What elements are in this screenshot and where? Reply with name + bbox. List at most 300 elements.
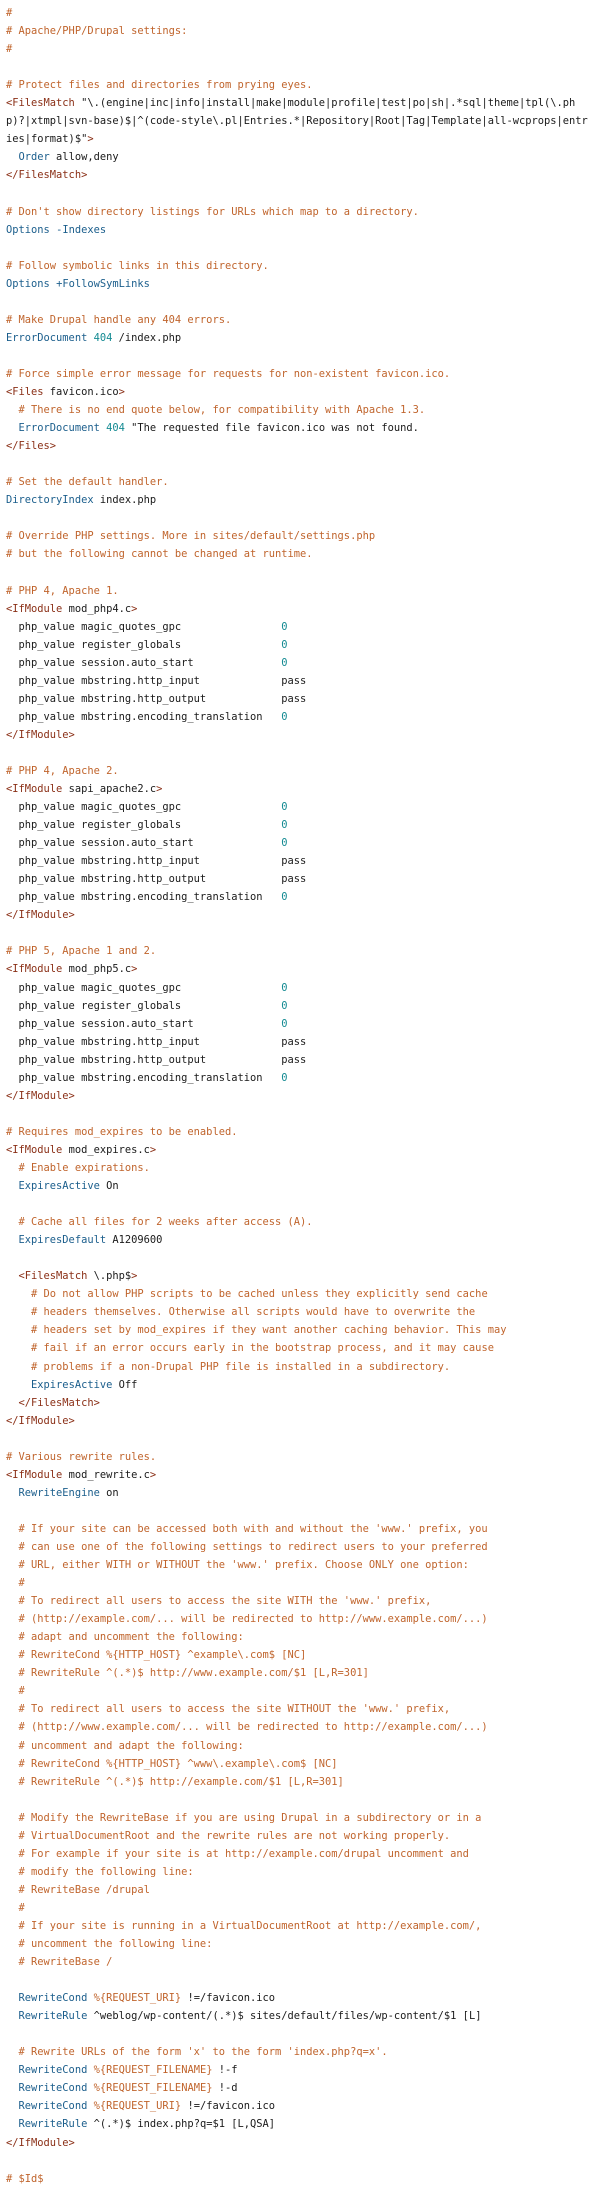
code-token: <FilesMatch bbox=[18, 1270, 88, 1283]
code-token: # uncomment the following line: bbox=[18, 1938, 213, 1951]
code-line bbox=[6, 2079, 594, 2097]
code-token: # $Id$ bbox=[6, 2172, 44, 2185]
code-line bbox=[6, 726, 594, 744]
code-token bbox=[6, 1938, 19, 1950]
code-line bbox=[6, 1538, 594, 1556]
code-line bbox=[6, 636, 594, 654]
code-token: 0 bbox=[281, 801, 288, 814]
code-line bbox=[6, 1412, 594, 1430]
code-token: %{REQUEST_FILENAME} bbox=[93, 2064, 213, 2077]
code-line bbox=[6, 1845, 594, 1863]
code-line bbox=[6, 2007, 594, 2025]
code-token bbox=[6, 1234, 19, 1246]
code-token: <IfModule bbox=[6, 783, 63, 796]
code-line bbox=[6, 563, 594, 581]
code-line bbox=[6, 834, 594, 852]
code-token bbox=[6, 1523, 19, 1535]
code-token bbox=[6, 1613, 19, 1625]
code-token: # bbox=[18, 1685, 25, 1698]
code-token: !=/favicon.ico bbox=[181, 1992, 276, 2005]
code-token: php_value magic_quotes_gpc bbox=[6, 981, 282, 994]
code-line bbox=[6, 527, 594, 545]
code-token bbox=[6, 1541, 19, 1553]
code-line bbox=[6, 1737, 594, 1755]
code-token bbox=[6, 2118, 19, 2130]
code-token: php_value mbstring.http_output pass bbox=[6, 873, 307, 886]
code-token: Options bbox=[6, 223, 50, 236]
code-line bbox=[6, 1592, 594, 1610]
code-token bbox=[6, 1721, 19, 1733]
code-token bbox=[6, 1667, 19, 1679]
code-token: ExpiresActive bbox=[18, 1180, 100, 1193]
code-line bbox=[6, 1755, 594, 1773]
code-line bbox=[6, 239, 594, 257]
code-line bbox=[6, 1484, 594, 1502]
code-line bbox=[6, 1773, 594, 1791]
code-line bbox=[6, 4, 594, 22]
code-token: # To redirect all users to access the site WITHOUT the 'www.' prefix, bbox=[18, 1703, 451, 1716]
code-line bbox=[6, 1141, 594, 1159]
code-token: Order bbox=[18, 151, 50, 164]
code-token: !-f bbox=[212, 2064, 238, 2077]
code-token bbox=[6, 1559, 19, 1571]
code-token: "The requested file favicon.ico was not found. bbox=[124, 422, 419, 435]
code-token: # Make Drupal handle any 404 errors. bbox=[6, 313, 232, 326]
code-token: > bbox=[149, 1143, 157, 1156]
code-line bbox=[6, 1267, 594, 1285]
code-token: Options bbox=[6, 277, 50, 290]
code-token bbox=[6, 1956, 19, 1968]
code-line bbox=[6, 40, 594, 58]
code-line bbox=[6, 257, 594, 275]
code-token: php_value register_globals bbox=[6, 999, 282, 1012]
code-token: > bbox=[118, 385, 125, 398]
code-line bbox=[6, 311, 594, 329]
code-token: # bbox=[18, 1577, 25, 1590]
code-token: php_value mbstring.http_input pass bbox=[6, 855, 307, 868]
code-token: # Do not allow PHP scripts to be cached unless they explicitly send cache bbox=[31, 1288, 488, 1301]
code-token: RewriteEngine bbox=[18, 1486, 100, 1499]
code-token bbox=[6, 1703, 19, 1715]
code-token: php_value mbstring.encoding_translation bbox=[6, 710, 282, 723]
code-token: <FilesMatch bbox=[6, 97, 75, 110]
code-line bbox=[6, 509, 594, 527]
code-token: # Various rewrite rules. bbox=[6, 1450, 157, 1463]
code-token: </IfModule> bbox=[6, 728, 75, 741]
code-token: 0 bbox=[281, 620, 288, 633]
code-token: index.php bbox=[93, 494, 157, 507]
code-token: mod_php5.c bbox=[62, 963, 132, 976]
code-line bbox=[6, 1863, 594, 1881]
code-line bbox=[6, 1448, 594, 1466]
code-token: 0 bbox=[281, 1017, 288, 1030]
code-token: php_value magic_quotes_gpc bbox=[6, 801, 282, 814]
code-line bbox=[6, 780, 594, 798]
code-token: 0 bbox=[281, 638, 288, 651]
code-token bbox=[6, 1180, 19, 1192]
code-token: # Force simple error message for requests for non-existent favicon.ico. bbox=[6, 367, 451, 380]
code-token bbox=[6, 1361, 31, 1373]
code-token: # problems if a non-Drupal PHP file is installed in a subdirectory. bbox=[31, 1360, 451, 1373]
code-token: -Indexes bbox=[56, 223, 107, 236]
code-line bbox=[6, 1664, 594, 1682]
code-line bbox=[6, 888, 594, 906]
code-line bbox=[6, 1213, 594, 1231]
code-token: /index.php bbox=[112, 331, 182, 344]
code-token: <Files bbox=[6, 385, 44, 398]
code-token: </FilesMatch> bbox=[18, 1396, 100, 1409]
code-token: php_value magic_quotes_gpc bbox=[6, 620, 282, 633]
code-token: RewriteRule bbox=[18, 2010, 88, 2023]
code-token: # Cache all files for 2 weeks after access (A). bbox=[18, 1216, 313, 1229]
code-line bbox=[6, 347, 594, 365]
code-token: </Files> bbox=[6, 440, 57, 453]
code-line bbox=[6, 798, 594, 816]
code-token bbox=[6, 2064, 19, 2076]
code-line bbox=[6, 1989, 594, 2007]
code-token: php_value mbstring.http_output pass bbox=[6, 1053, 307, 1066]
code-line bbox=[6, 1556, 594, 1574]
code-token: allow,deny bbox=[49, 151, 119, 164]
code-token bbox=[6, 1216, 19, 1228]
code-line bbox=[6, 545, 594, 563]
code-token bbox=[6, 1776, 19, 1788]
code-line bbox=[6, 1195, 594, 1213]
code-token: <IfModule bbox=[6, 602, 63, 615]
code-line bbox=[6, 2134, 594, 2152]
code-line bbox=[6, 491, 594, 509]
code-token: \.php$ bbox=[87, 1270, 132, 1283]
code-token bbox=[6, 2100, 19, 2112]
code-token: favicon.ico bbox=[43, 385, 119, 398]
code-token: ^(.*)$ index.php?q=$1 [L,QSA] bbox=[87, 2118, 276, 2131]
code-token: # bbox=[18, 1901, 25, 1914]
code-line bbox=[6, 1899, 594, 1917]
code-line bbox=[6, 762, 594, 780]
code-token: 0 bbox=[281, 819, 288, 832]
code-token bbox=[6, 1685, 19, 1697]
code-token bbox=[6, 1758, 19, 1770]
code-token: ExpiresDefault bbox=[18, 1234, 107, 1247]
code-line bbox=[6, 1159, 594, 1177]
code-line bbox=[6, 275, 594, 293]
code-token bbox=[6, 2046, 19, 2058]
code-token: php_value mbstring.encoding_translation bbox=[6, 1071, 282, 1084]
code-line bbox=[6, 960, 594, 978]
code-line bbox=[6, 329, 594, 347]
code-token: # PHP 5, Apache 1 and 2. bbox=[6, 945, 157, 958]
code-token: +FollowSymLinks bbox=[56, 277, 150, 290]
code-token: # Follow symbolic links in this directory. bbox=[6, 259, 269, 272]
code-token bbox=[6, 1577, 19, 1589]
code-line bbox=[6, 1177, 594, 1195]
code-token: RewriteCond bbox=[18, 2064, 88, 2077]
code-line bbox=[6, 1321, 594, 1339]
code-token: > bbox=[131, 1270, 138, 1283]
code-token: > bbox=[156, 783, 163, 796]
code-token: > bbox=[87, 133, 94, 146]
code-line bbox=[6, 1520, 594, 1538]
code-line bbox=[6, 1574, 594, 1592]
code-line bbox=[6, 1809, 594, 1827]
code-line bbox=[6, 1303, 594, 1321]
code-line bbox=[6, 1881, 594, 1899]
code-token bbox=[6, 1379, 31, 1391]
code-token: A1209600 bbox=[106, 1234, 163, 1247]
code-line bbox=[6, 293, 594, 311]
code-token bbox=[6, 1884, 19, 1896]
code-token: Off bbox=[112, 1378, 138, 1391]
code-token: # bbox=[6, 43, 13, 56]
code-line bbox=[6, 1971, 594, 1989]
code-line bbox=[6, 2061, 594, 2079]
code-line bbox=[6, 2025, 594, 2043]
code-token bbox=[6, 422, 19, 434]
code-token: # Don't show directory listings for URLs which map to a directory. bbox=[6, 205, 419, 218]
code-token bbox=[6, 1812, 19, 1824]
code-token: # Override PHP settings. More in sites/default/settings.php bbox=[6, 530, 376, 543]
code-token: 0 bbox=[281, 837, 288, 850]
code-line bbox=[6, 76, 594, 94]
code-token bbox=[6, 1270, 19, 1282]
code-line bbox=[6, 2097, 594, 2115]
code-token: php_value session.auto_start bbox=[6, 837, 282, 850]
code-token: # PHP 4, Apache 2. bbox=[6, 764, 119, 777]
code-token: # There is no end quote below, for compatibility with Apache 1.3. bbox=[18, 404, 426, 417]
code-line bbox=[6, 1285, 594, 1303]
code-token: php_value mbstring.http_output pass bbox=[6, 692, 307, 705]
code-token bbox=[6, 2082, 19, 2094]
code-token: # For example if your site is at http://example.com/drupal uncomment and bbox=[18, 1847, 469, 1860]
code-token: # URL, either WITH or WITHOUT the 'www.' prefix. Choose ONLY one option: bbox=[18, 1559, 469, 1572]
code-line bbox=[6, 1466, 594, 1484]
code-line bbox=[6, 473, 594, 491]
code-line bbox=[6, 924, 594, 942]
code-line bbox=[6, 744, 594, 762]
code-token bbox=[6, 1920, 19, 1932]
code-line bbox=[6, 708, 594, 726]
code-line bbox=[6, 1376, 594, 1394]
code-token: # Set the default handler. bbox=[6, 476, 169, 489]
code-line bbox=[6, 1917, 594, 1935]
code-token: php_value session.auto_start bbox=[6, 656, 282, 669]
code-token bbox=[6, 1397, 19, 1409]
code-line bbox=[6, 582, 594, 600]
code-token: <IfModule bbox=[6, 963, 63, 976]
code-token: # bbox=[6, 7, 13, 19]
code-line bbox=[6, 203, 594, 221]
code-token: </IfModule> bbox=[6, 909, 75, 922]
code-token bbox=[6, 1740, 19, 1752]
code-token bbox=[6, 1631, 19, 1643]
code-token bbox=[6, 1162, 19, 1174]
code-token bbox=[6, 1992, 19, 2004]
code-token: ExpiresActive bbox=[31, 1378, 113, 1391]
code-line bbox=[6, 401, 594, 419]
code-token: "\.(engine|inc|info|install|make|module|profile|test|po|sh|.*sql|theme|tpl(\.php)?|xtmpl|svn-base)$|^(code-style\.pl|Entries.*|Repository|Root|Tag|Template|all-wcprops|entries|format)$" bbox=[6, 97, 588, 146]
code-token: mod_php4.c bbox=[62, 602, 132, 615]
code-token: # (http://example.com/... will be redirected to http://www.example.com/...) bbox=[18, 1613, 488, 1626]
code-token: > bbox=[131, 963, 138, 976]
code-token: # RewriteRule ^(.*)$ http://www.example.com/$1 [L,R=301] bbox=[18, 1667, 369, 1680]
code-token bbox=[6, 1324, 31, 1336]
code-token: </IfModule> bbox=[6, 1089, 75, 1102]
code-token: # RewriteBase / bbox=[18, 1956, 113, 1969]
code-token: 0 bbox=[281, 981, 288, 994]
code-token: 0 bbox=[281, 656, 288, 669]
code-line bbox=[6, 852, 594, 870]
code-token: php_value session.auto_start bbox=[6, 1017, 282, 1030]
code-line bbox=[6, 2043, 594, 2061]
code-token: php_value mbstring.encoding_translation bbox=[6, 891, 282, 904]
code-token: # If your site is running in a VirtualDocumentRoot at http://example.com/, bbox=[18, 1919, 482, 1932]
code-line bbox=[6, 455, 594, 473]
code-line bbox=[6, 166, 594, 184]
code-token: </IfModule> bbox=[6, 2136, 75, 2149]
code-token: <IfModule bbox=[6, 1468, 63, 1481]
code-token: # Rewrite URLs of the form 'x' to the form 'index.php?q=x'. bbox=[18, 2046, 388, 2059]
code-token: !-d bbox=[212, 2082, 238, 2095]
code-token: ^weblog/wp-content/(.*)$ sites/default/files/wp-content/$1 [L] bbox=[87, 2010, 482, 2023]
code-token: </FilesMatch> bbox=[6, 169, 88, 182]
code-token bbox=[6, 1649, 19, 1661]
code-token bbox=[6, 1595, 19, 1607]
code-token: ErrorDocument bbox=[18, 422, 100, 435]
code-line bbox=[6, 365, 594, 383]
code-line bbox=[6, 979, 594, 997]
code-token: # RewriteRule ^(.*)$ http://example.com/$1 [L,R=301] bbox=[18, 1775, 344, 1788]
code-token: %{REQUEST_URI} bbox=[93, 1992, 182, 2005]
code-line bbox=[6, 1628, 594, 1646]
code-line bbox=[6, 672, 594, 690]
code-token bbox=[6, 1288, 31, 1300]
code-line bbox=[6, 1610, 594, 1628]
code-line bbox=[6, 1953, 594, 1971]
code-line bbox=[6, 221, 594, 239]
code-token bbox=[6, 1848, 19, 1860]
code-token: sapi_apache2.c bbox=[62, 783, 157, 796]
code-token: # but the following cannot be changed at runtime. bbox=[6, 548, 313, 561]
code-token: php_value register_globals bbox=[6, 819, 282, 832]
code-token: php_value mbstring.http_input pass bbox=[6, 1035, 307, 1048]
code-token: # uncomment and adapt the following: bbox=[18, 1739, 244, 1752]
code-line bbox=[6, 1015, 594, 1033]
code-line bbox=[6, 1935, 594, 1953]
code-token bbox=[6, 1866, 19, 1878]
code-token: # headers set by mod_expires if they want another caching behavior. This may bbox=[31, 1324, 507, 1337]
code-line bbox=[6, 419, 594, 437]
code-line bbox=[6, 2152, 594, 2170]
code-line bbox=[6, 184, 594, 202]
code-line bbox=[6, 1502, 594, 1520]
code-token: > bbox=[149, 1468, 157, 1481]
code-token: # To redirect all users to access the site WITH the 'www.' prefix, bbox=[18, 1595, 432, 1608]
code-token bbox=[6, 1902, 19, 1914]
code-token: # headers themselves. Otherwise all scripts would have to overwrite the bbox=[31, 1306, 476, 1319]
code-token: # RewriteCond %{HTTP_HOST} ^example\.com$ [NC] bbox=[18, 1649, 307, 1662]
code-token bbox=[6, 1306, 31, 1318]
code-token: # Requires mod_expires to be enabled. bbox=[6, 1125, 238, 1138]
code-token: # PHP 4, Apache 1. bbox=[6, 584, 119, 597]
code-token: 0 bbox=[281, 999, 288, 1012]
code-line bbox=[6, 1123, 594, 1141]
code-token: RewriteCond bbox=[18, 2100, 88, 2113]
code-line bbox=[6, 1718, 594, 1736]
code-token: # If your site can be accessed both with and without the 'www.' prefix, you bbox=[18, 1522, 488, 1535]
code-line bbox=[6, 94, 594, 148]
code-line bbox=[6, 1051, 594, 1069]
code-token: RewriteRule bbox=[18, 2118, 88, 2131]
code-line bbox=[6, 1231, 594, 1249]
code-token: # Apache/PHP/Drupal settings: bbox=[6, 25, 188, 38]
code-token bbox=[6, 1487, 19, 1499]
code-token: 0 bbox=[281, 1071, 288, 1084]
code-line bbox=[6, 1087, 594, 1105]
code-token: ErrorDocument bbox=[6, 331, 88, 344]
code-line bbox=[6, 1105, 594, 1123]
code-token bbox=[6, 1342, 31, 1354]
code-token: </IfModule> bbox=[6, 1414, 75, 1427]
code-token: # fail if an error occurs early in the bootstrap process, and it may cause bbox=[31, 1342, 494, 1355]
code-token: !=/favicon.ico bbox=[181, 2100, 276, 2113]
code-token: 0 bbox=[281, 891, 288, 904]
code-token: On bbox=[99, 1180, 119, 1193]
code-token: RewriteCond bbox=[18, 2082, 88, 2095]
code-token: 0 bbox=[281, 710, 288, 723]
code-token: # can use one of the following settings to redirect users to your preferred bbox=[18, 1540, 488, 1553]
code-token: DirectoryIndex bbox=[6, 494, 94, 507]
code-line bbox=[6, 1791, 594, 1809]
code-line bbox=[6, 22, 594, 40]
code-line bbox=[6, 1646, 594, 1664]
code-token: # Modify the RewriteBase if you are using Drupal in a subdirectory or in a bbox=[18, 1811, 482, 1824]
code-token: 404 bbox=[106, 422, 125, 435]
code-line bbox=[6, 1682, 594, 1700]
code-line bbox=[6, 942, 594, 960]
code-token bbox=[6, 2010, 19, 2022]
code-line bbox=[6, 1033, 594, 1051]
code-token bbox=[6, 151, 19, 163]
code-line bbox=[6, 58, 594, 76]
code-token: # RewriteBase /drupal bbox=[18, 1883, 150, 1896]
code-line bbox=[6, 2115, 594, 2133]
code-token: # adapt and uncomment the following: bbox=[18, 1631, 244, 1644]
code-token: %{REQUEST_URI} bbox=[93, 2100, 182, 2113]
code-line bbox=[6, 2170, 594, 2188]
code-token: # Enable expirations. bbox=[18, 1162, 150, 1174]
code-line bbox=[6, 1069, 594, 1087]
code-token: mod_expires.c bbox=[62, 1143, 150, 1156]
code-line bbox=[6, 654, 594, 672]
code-token: # Protect files and directories from prying eyes. bbox=[6, 79, 313, 92]
code-line bbox=[6, 1394, 594, 1412]
code-line bbox=[6, 1339, 594, 1357]
code-token: > bbox=[131, 602, 138, 615]
code-token: %{REQUEST_FILENAME} bbox=[93, 2082, 213, 2095]
code-line bbox=[6, 383, 594, 401]
code-line bbox=[6, 906, 594, 924]
code-token: RewriteCond bbox=[18, 1992, 88, 2005]
code-line bbox=[6, 1430, 594, 1448]
code-line bbox=[6, 437, 594, 455]
code-token bbox=[6, 1830, 19, 1842]
code-line bbox=[6, 1358, 594, 1376]
code-token: php_value mbstring.http_input pass bbox=[6, 674, 307, 687]
code-line bbox=[6, 1249, 594, 1267]
code-line bbox=[6, 600, 594, 618]
code-line bbox=[6, 1700, 594, 1718]
code-line bbox=[6, 1827, 594, 1845]
